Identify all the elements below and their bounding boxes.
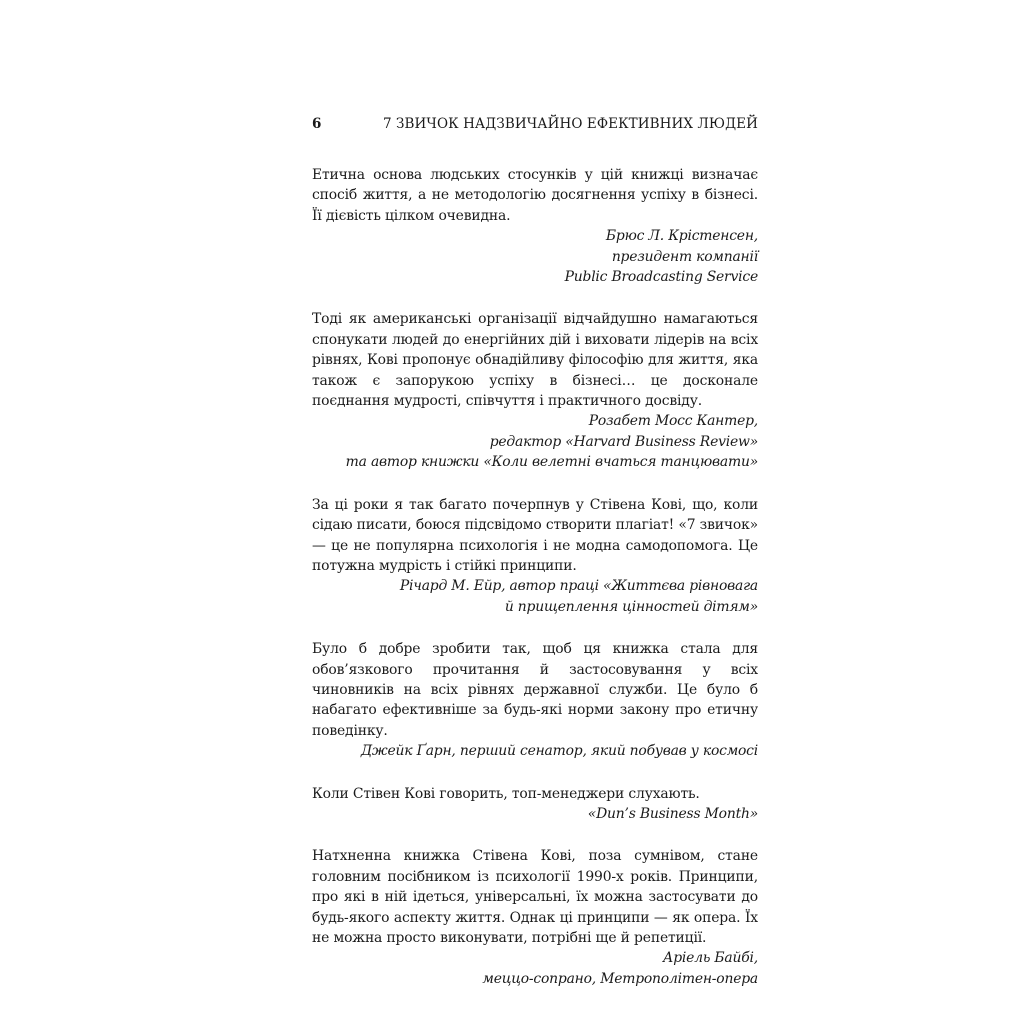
attribution-line: Річард М. Ейр, автор праці «Життєва рівновага xyxy=(399,578,758,595)
attribution-line: й прищеплення цінностей дітям» xyxy=(504,598,758,615)
quote-attribution xyxy=(312,741,758,761)
quote xyxy=(312,846,758,989)
quote xyxy=(312,784,758,825)
attribution-line: Public Broadcasting Service xyxy=(564,269,758,286)
attribution-line: президент компанії xyxy=(611,248,758,265)
book-page xyxy=(312,116,758,1011)
quote-text: За ці роки я так багато почерпнув у Стівена Кові, що, коли сідаю писати, боюся підсвідомо створити плагіат! «7 звичок» — це не популярна психологія і не модна самодопомога. Це потужна мудрість і стійкі принципи. xyxy=(312,496,758,574)
quote-text: Натхненна книжка Стівена Кові, поза сумнівом, стане головним посібником із психології 1990-х років. Принципи, про які в ній ідеться, універсальні, їх можна застосувати до будь-якого аспекту життя. Однак ці принципи — як опера. Їх не можна просто виконувати, потрібні ще й репетиції. xyxy=(312,848,758,946)
quote-attribution xyxy=(312,411,758,472)
attribution-line: меццо-сопрано, Метрополітен-опера xyxy=(482,970,758,987)
quote-text: Коли Стівен Кові говорить, топ-менеджери слухають. xyxy=(312,785,700,802)
quote xyxy=(312,165,758,287)
quote-attribution xyxy=(312,948,758,989)
attribution-line: Розабет Мосс Кантер, xyxy=(588,413,758,430)
attribution-line: Джейк Ґарн, перший сенатор, який побував у космосі xyxy=(360,743,758,760)
attribution-line: редактор «Harvard Business Review» xyxy=(489,433,758,450)
quote-attribution xyxy=(312,576,758,617)
quote-text: Етична основа людських стосунків у цій книжці визначає спосіб життя, а не методологію досягнення успіху в бізнесі. Її дієвість цілком очевидна. xyxy=(312,167,758,224)
quote xyxy=(312,495,758,617)
quote-text: Тоді як американські організації відчайдушно намагаються спонукати людей до енергійних дій і виховати лідерів на всіх рівнях, Кові пропонує обнадійливу філософію для життя, яка також є запорукою успіху в бізнесі… це досконале поєднання мудрості, співчуття і практичного досвіду. xyxy=(312,311,758,410)
page-number: 6 xyxy=(312,116,322,132)
running-head xyxy=(312,116,758,138)
quote-text: Було б добре зробити так, щоб ця книжка стала для обов’язкового прочитання й застосовування у всіх чиновників на всіх рівнях державної служби. Це було б набагато ефективніше за будь-які норми закону про етичну поведінку. xyxy=(312,641,758,739)
attribution-line: Аріель Байбі, xyxy=(662,950,758,967)
quote-attribution xyxy=(312,226,758,287)
attribution-line: «Dun’s Business Month» xyxy=(587,805,758,822)
quote-attribution xyxy=(312,804,758,824)
attribution-line: Брюс Л. Крістенсен, xyxy=(605,228,758,245)
book-title: 7 ЗВИЧОК НАДЗВИЧАЙНО ЕФЕКТИВНИХ ЛЮДЕЙ xyxy=(382,116,758,132)
attribution-line: та автор книжки «Коли велетні вчаться танцювати» xyxy=(345,454,758,471)
quote xyxy=(312,639,758,761)
quote xyxy=(312,309,758,472)
